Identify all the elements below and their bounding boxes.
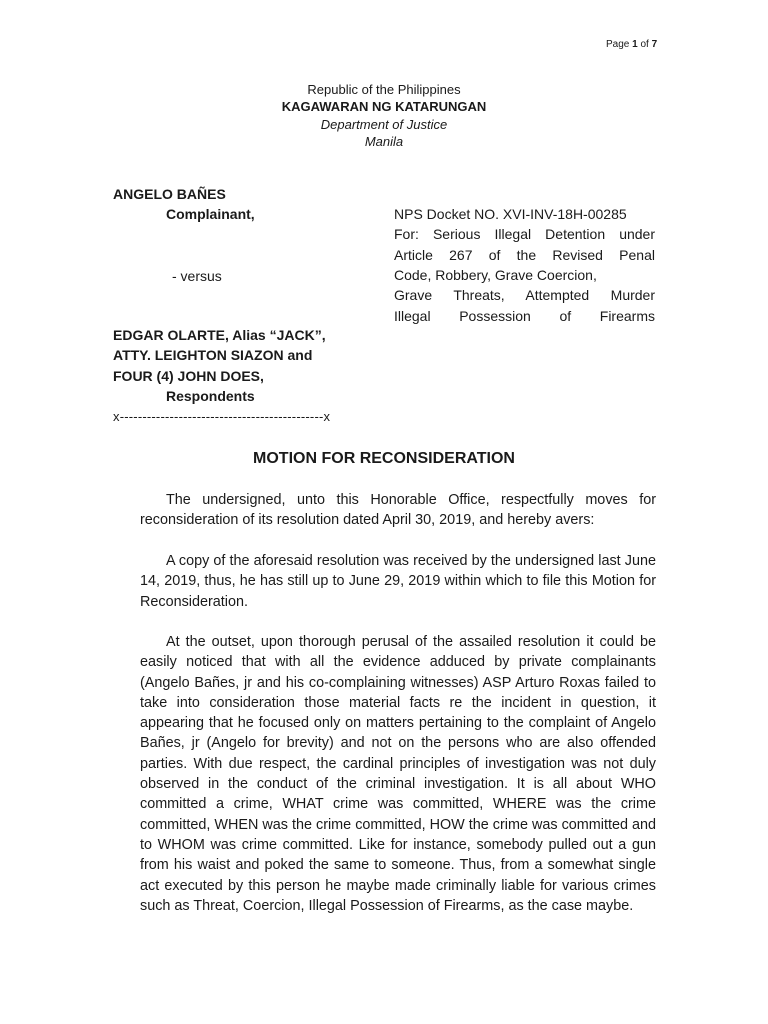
charges-line: Code, Robbery, Grave Coercion, [394, 267, 597, 283]
charges-line: Grave Threats, Attempted Murder [394, 287, 655, 303]
charges-line: Article 267 of the Revised Penal [394, 247, 655, 263]
respondent-line: EDGAR OLARTE, Alias “JACK”, [113, 327, 326, 343]
header-agency: KAGAWARAN NG KATARUNGAN [281, 99, 487, 114]
document-title: MOTION FOR RECONSIDERATION [253, 450, 515, 467]
body-paragraph: At the outset, upon thorough perusal of the assailed resolution it could be easily noticed that with all the evidence adduced by private complainants (Angelo Bañes, jr and his co-complaining witnesses) ASP Arturo Roxas failed to take into consideration those material facts re the incident in question, it appearing that he focused only on matters pertaining to the complaint of Angelo Bañes, jr (Angelo for brevity) and not on the persons who are also offended parties. With due respect, the cardinal principles of investigation was not duly observed in the conduct of the criminal investigation. It is all about WHO committed a crime, WHAT crime was committed, WHERE was the crime committed, WHEN was the crime committed, HOW the crime was committed and to WHOM was crime committed. Like for instance, somebody pulled out a gun from his waist and poked the same to someone. Thus, from a somewhat single act executed by this person he maybe made criminally liable for various crimes such as Threat, Coercion, Illegal Possession of Firearms, as the case maybe. [140, 634, 656, 914]
respondent-line: FOUR (4) JOHN DOES, [113, 368, 264, 384]
docket-number: NPS Docket NO. XVI-INV-18H-00285 [394, 206, 627, 222]
complainant-name: ANGELO BAÑES [113, 186, 226, 202]
page-number: Page 1 of 7 [606, 39, 658, 50]
complainant-role: Complainant, [166, 206, 255, 222]
charges-line: For: Serious Illegal Detention under [394, 226, 655, 242]
respondents-role: Respondents [166, 388, 255, 404]
respondent-line: ATTY. LEIGHTON SIAZON and [113, 347, 313, 363]
header-city: Manila [364, 134, 404, 149]
versus-label: - versus [172, 268, 222, 284]
body-paragraph: The undersigned, unto this Honorable Office, respectfully moves for reconsideration of its resolution dated April 30, 2019, and hereby avers: [140, 492, 656, 529]
charges-line: Illegal Possession of Firearms [394, 308, 655, 324]
caption-separator: x---------------------------------------------x [113, 409, 331, 424]
header-republic: Republic of the Philippines [307, 82, 461, 97]
body-paragraph: A copy of the aforesaid resolution was received by the undersigned last June 14, 2019, thus, he has still up to June 29, 2019 within which to file this Motion for Reconsideration. [140, 553, 656, 610]
header-department: Department of Justice [320, 117, 448, 132]
